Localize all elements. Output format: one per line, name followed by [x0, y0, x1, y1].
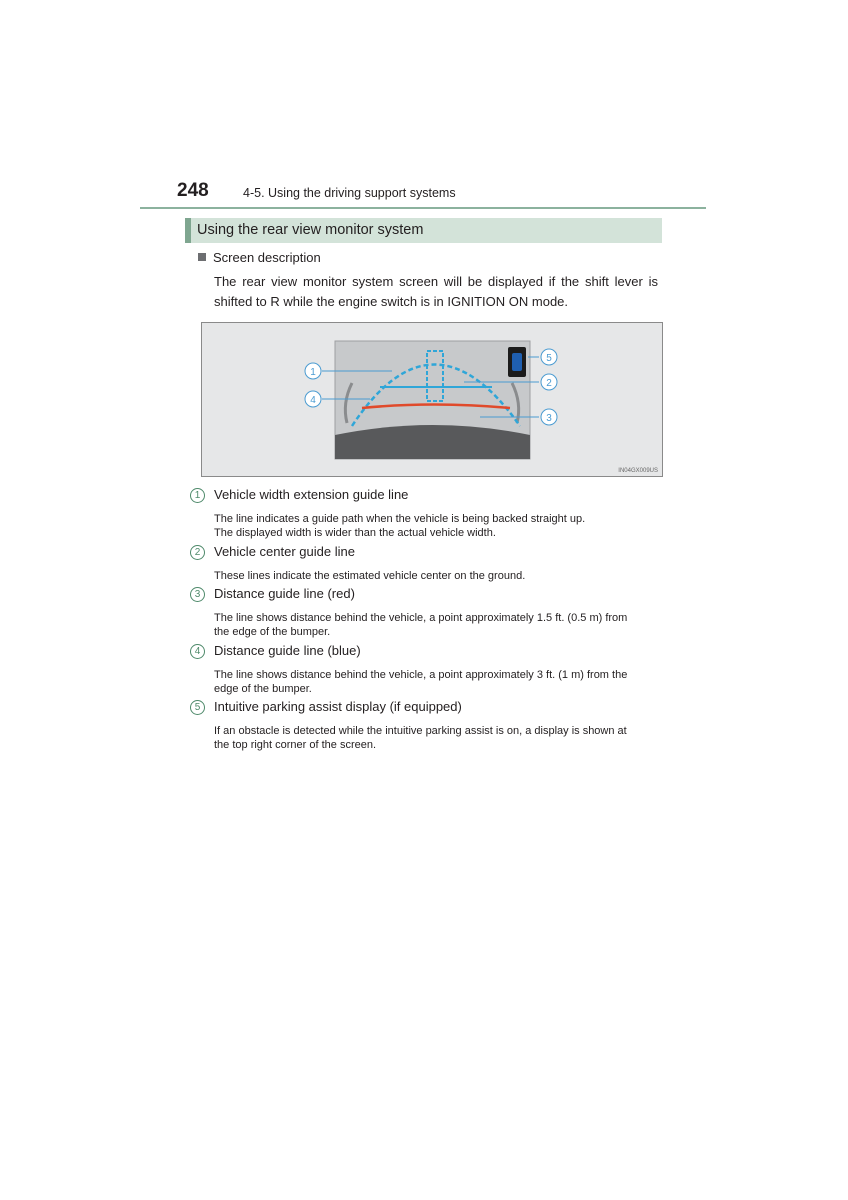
callout-5-label: 5: [546, 353, 552, 364]
item-description: [214, 569, 660, 583]
rear-view-monitor-figure: [201, 322, 663, 477]
page-number: 248: [177, 180, 209, 201]
item-description-line: The line shows distance behind the vehicle, a point approximately 3 ft. (1 m) from the: [214, 669, 628, 681]
intro-paragraph: The rear view monitor system screen will be displayed if the shift lever is shifted to R while the engine switch is in IGNITION ON mode.: [214, 274, 658, 309]
item-description: [214, 611, 660, 639]
item-number-badge: 5: [190, 700, 205, 715]
item-description: [214, 512, 660, 540]
item-number-badge: 3: [190, 587, 205, 602]
item-title: Distance guide line (red): [214, 586, 355, 601]
item-description-line: These lines indicate the estimated vehicle center on the ground.: [214, 570, 526, 582]
item-title: Intuitive parking assist display (if equipped): [214, 699, 462, 714]
item-title: Vehicle center guide line: [214, 544, 355, 559]
callout-4: [305, 391, 321, 407]
item-number-badge: 4: [190, 644, 205, 659]
callout-2: [541, 374, 557, 390]
item-description-line: the edge of the bumper.: [214, 626, 331, 638]
subheading-text: Screen description: [213, 250, 321, 265]
callout-3-label: 3: [546, 413, 552, 424]
callout-3: [541, 409, 557, 425]
item-description-line: The line shows distance behind the vehicle, a point approximately 1.5 ft. (0.5 m) from: [214, 612, 628, 624]
subheading: [198, 250, 321, 265]
chapter-title: 4-5. Using the driving support systems: [243, 186, 456, 200]
callout-1-label: 1: [310, 367, 316, 378]
item-title: Distance guide line (blue): [214, 643, 361, 658]
figure-code: IN04GX009US: [618, 468, 658, 474]
item-description-line: The line indicates a guide path when the vehicle is being backed straight up.: [214, 513, 586, 525]
item-description-line: The displayed width is wider than the actual vehicle width.: [214, 527, 496, 539]
item-description: [214, 724, 660, 752]
item-title: Vehicle width extension guide line: [214, 487, 409, 502]
callout-5: [541, 349, 557, 365]
callout-2-label: 2: [546, 378, 552, 389]
item-number-badge: 2: [190, 545, 205, 560]
item-description-line: If an obstacle is detected while the intuitive parking assist is on, a display is shown at: [214, 725, 627, 737]
item-description-line: the top right corner of the screen.: [214, 739, 377, 751]
rear-view-screen-illustration: [202, 323, 662, 476]
bumper-shape: [335, 425, 530, 459]
section-heading-text: Using the rear view monitor system: [197, 222, 424, 238]
header-rule: [140, 207, 706, 209]
square-bullet-icon: [198, 253, 206, 261]
callout-1: [305, 363, 321, 379]
item-number-badge: 1: [190, 488, 205, 503]
callout-4-label: 4: [310, 395, 316, 406]
section-heading: [185, 218, 662, 243]
item-description-line: edge of the bumper.: [214, 683, 312, 695]
item-description: [214, 668, 660, 696]
